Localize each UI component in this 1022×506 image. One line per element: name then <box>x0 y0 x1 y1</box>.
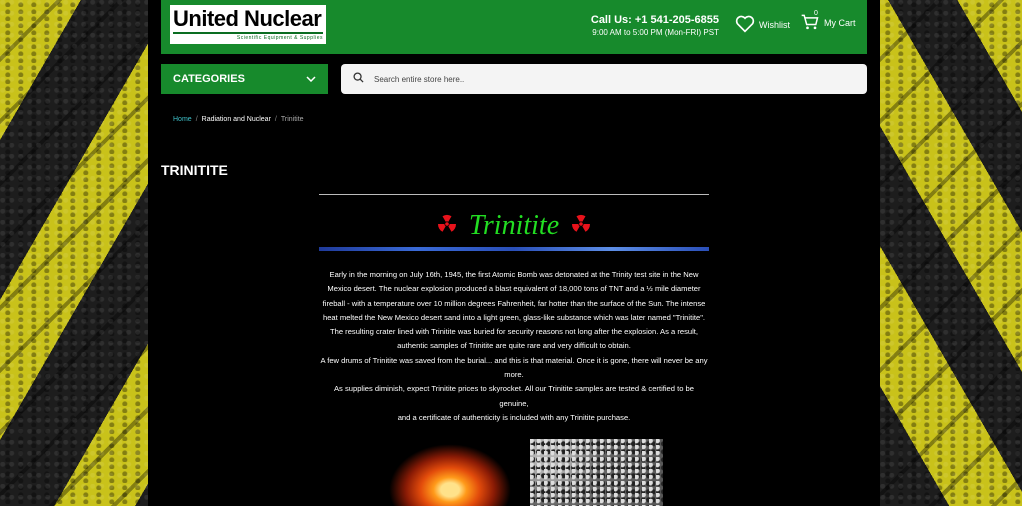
page-title: TRINITITE <box>161 162 228 178</box>
search-bar <box>341 64 867 94</box>
business-hours: 9:00 AM to 5:00 PM (Mon-FRI) PST <box>592 28 719 37</box>
heart-icon <box>735 15 755 35</box>
cart-count-badge: 0 <box>814 10 818 17</box>
atomic-blast-photo <box>385 441 515 506</box>
breadcrumb-category[interactable]: Radiation and Nuclear <box>201 116 271 123</box>
contact-info <box>581 13 719 38</box>
hazard-stripe-background-right <box>880 0 1022 506</box>
search-input[interactable] <box>372 74 846 85</box>
product-description <box>319 194 709 425</box>
breadcrumb-separator: / <box>195 116 198 123</box>
logo-subtitle: Scientific Equipment & Supplies <box>236 35 323 41</box>
hero-title-text: Trinitite <box>468 210 560 241</box>
phone-number[interactable]: Call Us: +1 541-205-6855 <box>590 14 719 26</box>
radiation-icon <box>569 212 593 241</box>
breadcrumb-current: Trinitite <box>280 116 304 123</box>
hazard-stripe-background-left <box>0 0 148 506</box>
site-logo[interactable] <box>170 5 326 44</box>
wishlist-label: Wishlist <box>759 20 790 30</box>
hero-heading <box>319 209 709 243</box>
categories-label: CATEGORIES <box>173 73 245 85</box>
description-paragraph: As supplies diminish, expect Trinitite prices to skyrocket. All our Trinitite samples are tested & certified to be genuine, <box>333 384 694 408</box>
trinitite-sample-photo <box>530 439 663 506</box>
cart-icon <box>800 12 820 34</box>
page-container <box>148 0 880 506</box>
chevron-down-icon <box>306 73 316 85</box>
breadcrumb-separator: / <box>274 116 277 123</box>
radiation-icon <box>435 212 459 241</box>
description-text <box>319 268 709 425</box>
search-icon[interactable] <box>353 70 364 88</box>
cart-label: My Cart <box>824 18 856 28</box>
description-paragraph: and a certificate of authenticity is included with any Trinitite purchase. <box>397 412 631 422</box>
divider <box>319 194 709 195</box>
logo-title: United Nuclear <box>173 6 322 31</box>
breadcrumb <box>173 116 304 123</box>
cart-link[interactable] <box>800 12 856 34</box>
wishlist-link[interactable] <box>735 15 790 35</box>
blue-divider <box>319 247 709 251</box>
description-paragraph: Early in the morning on July 16th, 1945, the first Atomic Bomb was detonated at the Trinity test site in the New Mexico desert. The nuclear explosion produced a blast equivalent of 18,000 tons of TNT and a ½ mile diameter fireball - with a temperature over 10 million degrees Fahrenheit, far hotter than the surface of the Sun. The intense heat melted the New Mexico desert sand into a light green, glass-like substance which was later named "Trinitite". The resulting crater lined with Trinitite was buried for security reasons not long after the explosion. As a result, authentic samples of Trinitite are quite rare and very difficult to obtain. <box>322 270 706 351</box>
site-header <box>161 0 867 54</box>
categories-dropdown[interactable] <box>161 64 328 94</box>
description-paragraph: A few drums of Trinitite was saved from the burial... and this is that material. Once it is gone, there will never be any more. <box>320 355 708 380</box>
breadcrumb-home[interactable]: Home <box>173 116 192 123</box>
logo-rule <box>173 32 323 34</box>
